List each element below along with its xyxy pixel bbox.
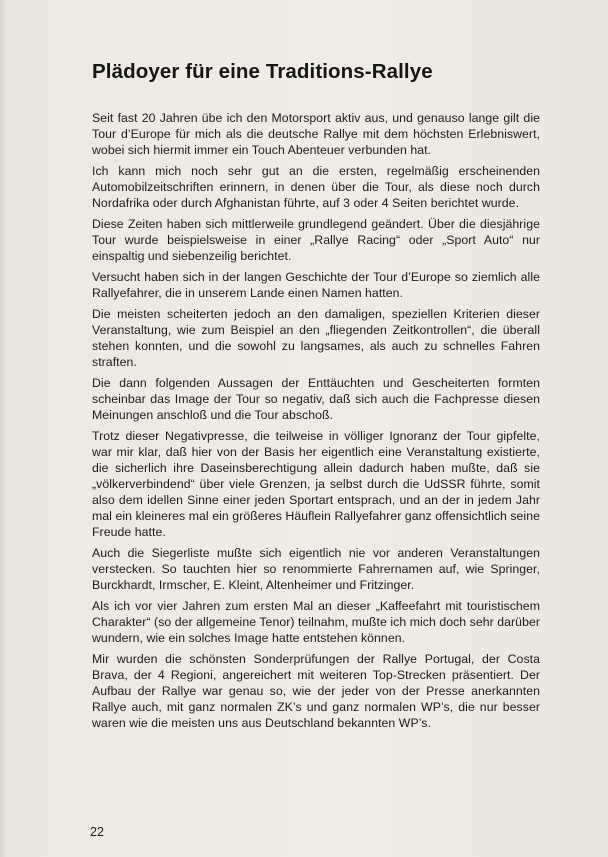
paragraph: Versucht haben sich in der langen Geschichte der Tour d’Europe so ziemlich alle Rallyefahrer, die in unserem Lande einen Namen hatten. <box>92 270 540 300</box>
article-body <box>92 110 540 736</box>
paragraph: Die meisten scheiterten jedoch an den damaligen, speziellen Kriterien dieser Veranstaltung, wie zum Beispiel an den „fliegenden Zeitkontrollen“, die überall stehen konnten, und die sowohl zu langsames, als auch zu schnelles Fahren straften. <box>92 307 540 369</box>
page-title: Plädoyer für eine Traditions-Rallye <box>92 60 433 83</box>
paragraph: Trotz dieser Negativpresse, die teilweise in völliger Ignoranz der Tour gipfelte, war mir klar, daß hier von der Basis her eigentlich eine Veranstaltung existierte, die sicherlich ihre Daseinsberechtigung allein dadurch haben mußte, daß sie „völkerverbindend“ über viele Grenzen, ja selbst durch die UdSSR führte, somit also dem idellen Sinne einer jeden Sportart entsprach, und an der in jedem Jahr mal ein kleineres mal ein größeres Häuflein Rallyefahrer ganz offensichtlich seine Freude hatte. <box>92 429 540 539</box>
paragraph: Mir wurden die schönsten Sonderprüfungen der Rallye Portugal, der Costa Brava, der 4 Regioni, angereichert mit weiteren Top-Strecken präsentiert. Der Aufbau der Rallye war genau so, wie der jeder von der Presse anerkannten Rallye auch, mit ganz normalen ZK’s und ganz normalen WP’s, die nur besser waren wie die meisten uns aus Deutschland bekannten WP’s. <box>92 652 540 730</box>
paragraph: Ich kann mich noch sehr gut an die ersten, regelmäßig erscheinenden Automobilzeitschriften erinnern, in denen über die Tour, als diese noch durch Nordafrika oder durch Afghanistan führte, auf 3 oder 4 Seiten berichtet wurde. <box>92 164 540 210</box>
paragraph: Seit fast 20 Jahren übe ich den Motorsport aktiv aus, und genauso lange gilt die Tour d’Europe für mich als die deutsche Rallye mit dem höchsten Erlebniswert, wobei sich hiermit immer ein Touch Abenteuer verbunden hat. <box>92 111 540 157</box>
page-number: 22 <box>90 825 104 839</box>
paragraph: Die dann folgenden Aussagen der Enttäuchten und Gescheiterten formten scheinbar das Image der Tour so negativ, daß sich auch die Fachpresse diesen Meinungen anschloß und die Tour abschoß. <box>92 376 540 422</box>
paragraph: Auch die Siegerliste mußte sich eigentlich nie vor anderen Veranstaltungen verstecken. So tauchten hier so renommierte Fahrernamen auf, wie Springer, Burckhardt, Irmscher, E. Kleint, Altenheimer und Fritzinger. <box>92 546 540 592</box>
paragraph: Diese Zeiten haben sich mittlerweile grundlegend geändert. Über die diesjährige Tour wurde beispielsweise in einer „Rallye Racing“ oder „Sport Auto“ nur einspaltig und siebenzeilig berichtet. <box>92 217 540 263</box>
paragraph: Als ich vor vier Jahren zum ersten Mal an dieser „Kaffeefahrt mit touristischem Charakter“ (so der allgemeine Tenor) teilnahm, mußte ich mich doch sehr darüber wundern, wie ein solches Image hatte entstehen können. <box>92 599 540 645</box>
